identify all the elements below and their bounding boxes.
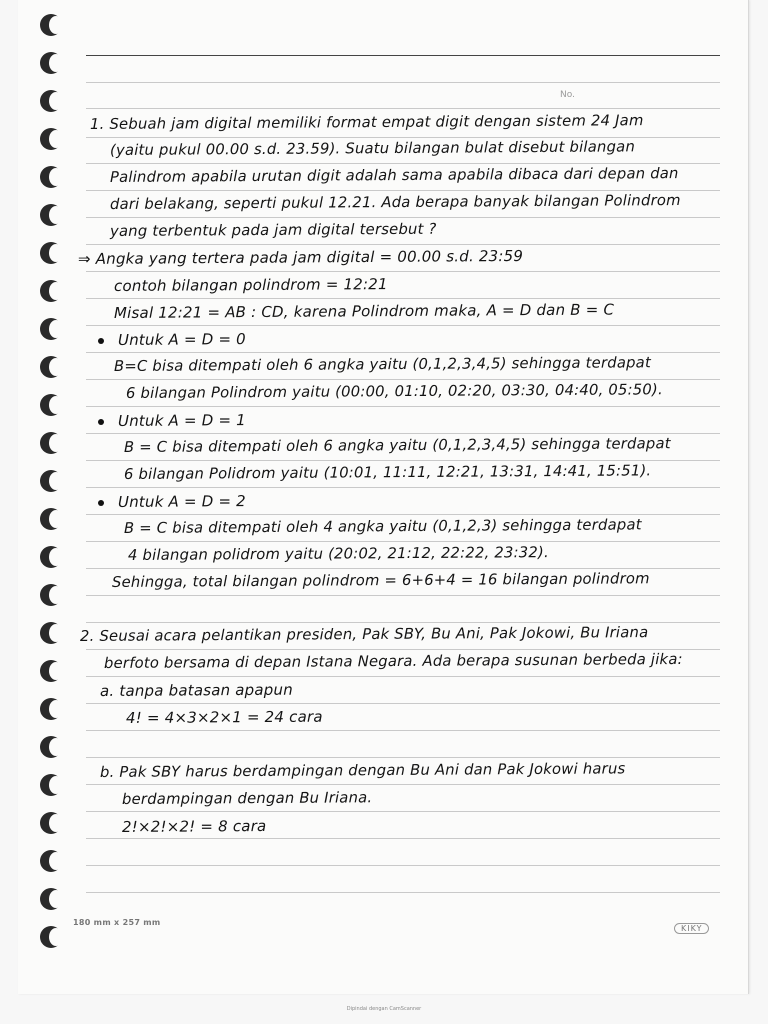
bullet-dot	[98, 500, 104, 506]
handwritten-line: berdampingan dengan Bu Iriana.	[121, 789, 373, 808]
binding-hole	[40, 812, 62, 834]
brand-logo: KIKY	[674, 923, 709, 934]
binding-hole	[40, 736, 62, 758]
handwritten-line: 6 bilangan Polidrom yaitu (10:01, 11:11, 12:21, 13:31, 14:41, 15:51).	[123, 462, 652, 483]
ruled-line	[86, 649, 720, 650]
ruled-line	[86, 622, 720, 623]
handwritten-line: Palindrom apabila urutan digit adalah sama apabila dibaca dari depan dan	[109, 165, 679, 186]
handwritten-line: a. tanpa batasan apapun	[99, 680, 293, 700]
ruled-line	[86, 676, 720, 677]
ruled-line	[86, 865, 720, 866]
binding-hole	[40, 52, 62, 74]
bullet-dot	[98, 419, 104, 425]
handwritten-line: Misal 12:21 = AB : CD, karena Polindrom maka, A = D dan B = C	[113, 300, 615, 322]
paper-size-label: 180 mm x 257 mm	[73, 918, 161, 927]
handwritten-line: dari belakang, seperti pukul 12.21. Ada berapa banyak bilangan Polindrom	[109, 192, 681, 213]
scanner-watermark: Dipindai dengan CamScanner	[346, 1006, 422, 1012]
handwritten-line: 2!×2!×2! = 8 cara	[121, 816, 267, 836]
ruled-line	[86, 811, 720, 812]
notebook-page	[18, 0, 749, 994]
ruled-line	[86, 108, 720, 109]
handwritten-line: contoh bilangan polindrom = 12:21	[113, 275, 388, 295]
handwritten-line: yang terbentuk pada jam digital tersebut ?	[109, 220, 437, 240]
binding-hole	[40, 584, 62, 606]
handwritten-line: b. Pak SBY harus berdampingan dengan Bu Ani dan Pak Jokowi harus	[99, 760, 626, 781]
handwritten-line: Untuk A = D = 1	[117, 411, 246, 430]
binding-hole	[40, 698, 62, 720]
ruled-line	[86, 487, 720, 488]
ruled-line	[86, 190, 720, 191]
ruled-line	[86, 757, 720, 758]
handwritten-line: 4! = 4×3×2×1 = 24 cara	[125, 707, 323, 727]
binding-hole	[40, 546, 62, 568]
binding-hole	[40, 774, 62, 796]
spiral-binding	[18, 0, 88, 994]
binding-hole	[40, 926, 62, 948]
ruled-line	[86, 163, 720, 164]
handwritten-line: 6 bilangan Polindrom yaitu (00:00, 01:10, 02:20, 03:30, 04:40, 05:50).	[125, 381, 663, 402]
handwritten-line: B = C bisa ditempati oleh 6 angka yaitu (0,1,2,3,4,5) sehingga terdapat	[123, 435, 671, 456]
binding-hole	[40, 432, 62, 454]
ruled-line	[86, 82, 720, 83]
ruled-line	[86, 379, 720, 380]
page-number-label: No.	[560, 90, 575, 100]
handwritten-line: Untuk A = D = 0	[117, 330, 246, 349]
binding-hole	[40, 508, 62, 530]
bullet-dot	[98, 338, 104, 344]
ruled-line	[86, 352, 720, 353]
binding-hole	[40, 318, 62, 340]
binding-hole	[40, 14, 62, 36]
binding-hole	[40, 128, 62, 150]
handwritten-line: B = C bisa ditempati oleh 4 angka yaitu (0,1,2,3) sehingga terdapat	[123, 516, 642, 537]
binding-hole	[40, 622, 62, 644]
handwritten-line: ⇒ Angka yang tertera pada jam digital = 00.00 s.d. 23:59	[77, 246, 524, 268]
ruled-line	[86, 703, 720, 704]
binding-hole	[40, 356, 62, 378]
ruled-line	[86, 838, 720, 839]
ruled-line	[86, 568, 720, 569]
binding-hole	[40, 166, 62, 188]
binding-hole	[40, 280, 62, 302]
handwritten-line: Untuk A = D = 2	[117, 492, 246, 511]
handwritten-line: (yaitu pukul 00.00 s.d. 23.59). Suatu bilangan bulat disebut bilangan	[109, 138, 636, 159]
ruled-line	[86, 271, 720, 272]
ruled-line	[86, 406, 720, 407]
ruled-line	[86, 892, 720, 893]
handwritten-line: Sehingga, total bilangan polindrom = 6+6+4 = 16 bilangan polindrom	[111, 570, 650, 591]
handwritten-line: 2. Seusai acara pelantikan presiden, Pak SBY, Bu Ani, Pak Jokowi, Bu Iriana	[79, 624, 649, 645]
ruled-line	[86, 514, 720, 515]
binding-hole	[40, 888, 62, 910]
ruled-line	[86, 433, 720, 434]
ruled-line	[86, 244, 720, 245]
ruled-line	[86, 460, 720, 461]
header-line	[86, 55, 720, 56]
ruled-line	[86, 784, 720, 785]
binding-hole	[40, 204, 62, 226]
binding-hole	[40, 660, 62, 682]
ruled-line	[86, 595, 720, 596]
ruled-line	[86, 730, 720, 731]
ruled-line	[86, 541, 720, 542]
ruled-line	[86, 298, 720, 299]
binding-hole	[40, 242, 62, 264]
binding-hole	[40, 850, 62, 872]
handwritten-line: B=C bisa ditempati oleh 6 angka yaitu (0,1,2,3,4,5) sehingga terdapat	[113, 354, 651, 375]
handwritten-line: 1. Sebuah jam digital memiliki format empat digit dengan sistem 24 Jam	[89, 112, 644, 133]
binding-hole	[40, 470, 62, 492]
handwritten-line: berfoto bersama di depan Istana Negara. Ada berapa susunan berbeda jika:	[103, 650, 683, 672]
handwritten-line: 4 bilangan polidrom yaitu (20:02, 21:12, 22:22, 23:32).	[127, 544, 549, 564]
ruled-line	[86, 325, 720, 326]
binding-hole	[40, 394, 62, 416]
binding-hole	[40, 90, 62, 112]
ruled-line	[86, 217, 720, 218]
